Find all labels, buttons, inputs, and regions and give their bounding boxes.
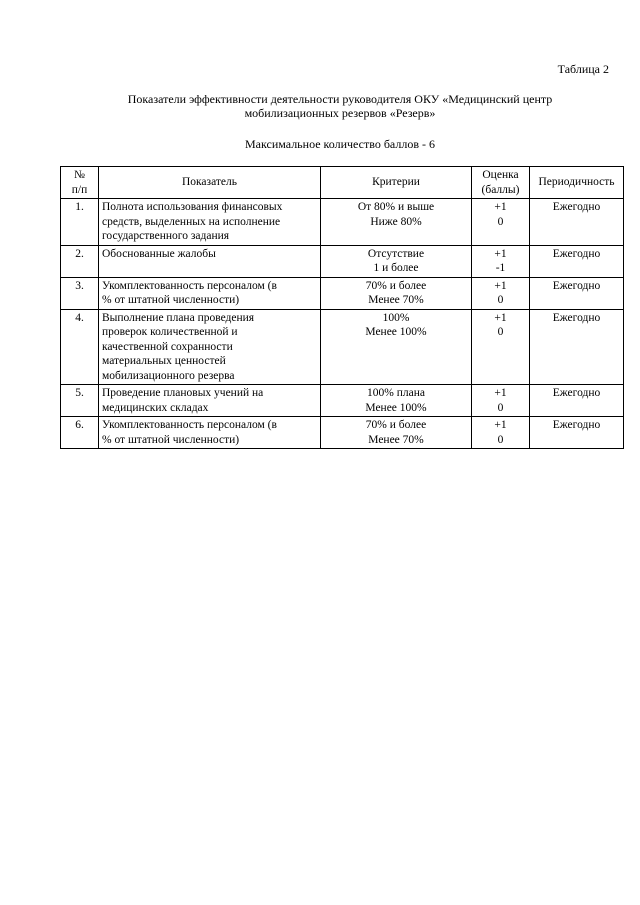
- table-row: [61, 385, 624, 417]
- row-indicator: [99, 309, 321, 385]
- table-body: [61, 199, 624, 449]
- indicator-line: Выполнение плана проведения: [102, 311, 255, 324]
- score-line: +1: [494, 201, 507, 213]
- row-criteria: [321, 199, 472, 246]
- row-periodicity: Ежегодно: [530, 245, 624, 277]
- row-criteria: [321, 277, 472, 309]
- criteria-line: Менее 70%: [368, 294, 424, 306]
- table-row: [61, 245, 624, 277]
- criteria-line: 70% и более: [365, 279, 427, 292]
- table-header: [61, 167, 624, 199]
- header-periodicity: Периодичность: [530, 167, 624, 199]
- header-row: [61, 167, 624, 199]
- row-score: [472, 245, 530, 277]
- max-points-note: Максимальное количество баллов - 6: [244, 137, 436, 151]
- criteria-line: Менее 70%: [368, 433, 424, 446]
- row-indicator: [99, 245, 321, 277]
- score-line: 0: [497, 433, 504, 446]
- score-line: 0: [497, 294, 504, 306]
- score-line: +1: [494, 387, 507, 399]
- header-criteria: Критерии: [321, 167, 472, 199]
- table-label: Таблица 2: [557, 62, 609, 76]
- score-line: +1: [494, 311, 507, 324]
- row-number: 3.: [61, 277, 99, 309]
- row-periodicity: Ежегодно: [530, 199, 624, 246]
- row-number: 5.: [61, 385, 99, 417]
- indicator-line: медицинских складах: [102, 401, 209, 414]
- score-line: 0: [497, 215, 504, 228]
- table-row: [61, 417, 624, 449]
- row-criteria: [321, 245, 472, 277]
- criteria-line: 100%: [382, 311, 410, 324]
- indicator-line: Обоснованные жалобы: [102, 247, 216, 260]
- row-score: [472, 199, 530, 246]
- row-periodicity: Ежегодно: [530, 385, 624, 417]
- indicator-line: материальных ценностей: [102, 355, 226, 367]
- row-periodicity: Ежегодно: [530, 277, 624, 309]
- row-criteria: [321, 417, 472, 449]
- indicator-line: Полнота использования финансовых: [102, 201, 283, 213]
- row-score: [472, 385, 530, 417]
- criteria-line: Менее 100%: [365, 326, 427, 338]
- score-line: +1: [494, 279, 507, 292]
- row-score: [472, 277, 530, 309]
- criteria-line: Отсутствие: [367, 247, 425, 260]
- criteria-line: 1 и более: [373, 262, 419, 274]
- indicator-line: государственного задания: [102, 230, 230, 242]
- table-row: [61, 277, 624, 309]
- row-number: 6.: [61, 417, 99, 449]
- row-number: 2.: [61, 245, 99, 277]
- title-line-1: Показатели эффективности деятельности руководителя ОКУ «Медицинский центр: [127, 92, 553, 106]
- row-periodicity: Ежегодно: [530, 309, 624, 385]
- indicators-table: [60, 166, 624, 449]
- row-number: 4.: [61, 309, 99, 385]
- row-indicator: [99, 417, 321, 449]
- indicator-line: средств, выделенных на исполнение: [102, 215, 281, 228]
- row-number: 1.: [61, 199, 99, 246]
- criteria-line: 100% плана: [367, 387, 425, 399]
- header-num: № п/п: [61, 167, 99, 199]
- indicator-line: % от штатной численности): [102, 294, 240, 306]
- score-line: +1: [494, 419, 507, 431]
- indicator-line: Укомплектованность персоналом (в: [102, 279, 277, 292]
- row-criteria: [321, 309, 472, 385]
- score-line: +1: [494, 247, 507, 260]
- indicator-line: Укомплектованность персоналом (в: [102, 419, 277, 431]
- title-line-2: мобилизационных резервов «Резерв»: [244, 106, 436, 120]
- header-indicator: Показатель: [99, 167, 321, 199]
- criteria-line: Ниже 80%: [370, 215, 422, 228]
- indicator-line: мобилизационного резерва: [102, 369, 235, 382]
- score-line: 0: [497, 401, 504, 414]
- indicator-line: Проведение плановых учений на: [102, 387, 264, 399]
- score-line: -1: [495, 262, 506, 274]
- table-row: [61, 309, 624, 385]
- header-score: Оценка (баллы): [472, 167, 530, 199]
- indicator-line: качественной сохранности: [102, 340, 233, 353]
- row-indicator: [99, 277, 321, 309]
- row-indicator: [99, 385, 321, 417]
- criteria-line: 70% и более: [365, 419, 427, 431]
- table-row: [61, 199, 624, 246]
- row-criteria: [321, 385, 472, 417]
- row-indicator: [99, 199, 321, 246]
- indicator-line: % от штатной численности): [102, 433, 240, 446]
- score-line: 0: [497, 326, 504, 338]
- row-periodicity: Ежегодно: [530, 417, 624, 449]
- row-score: [472, 309, 530, 385]
- indicator-line: проверок количественной и: [102, 326, 238, 338]
- criteria-line: От 80% и выше: [357, 201, 435, 213]
- document-title: [60, 92, 620, 120]
- criteria-line: Менее 100%: [365, 401, 427, 414]
- row-score: [472, 417, 530, 449]
